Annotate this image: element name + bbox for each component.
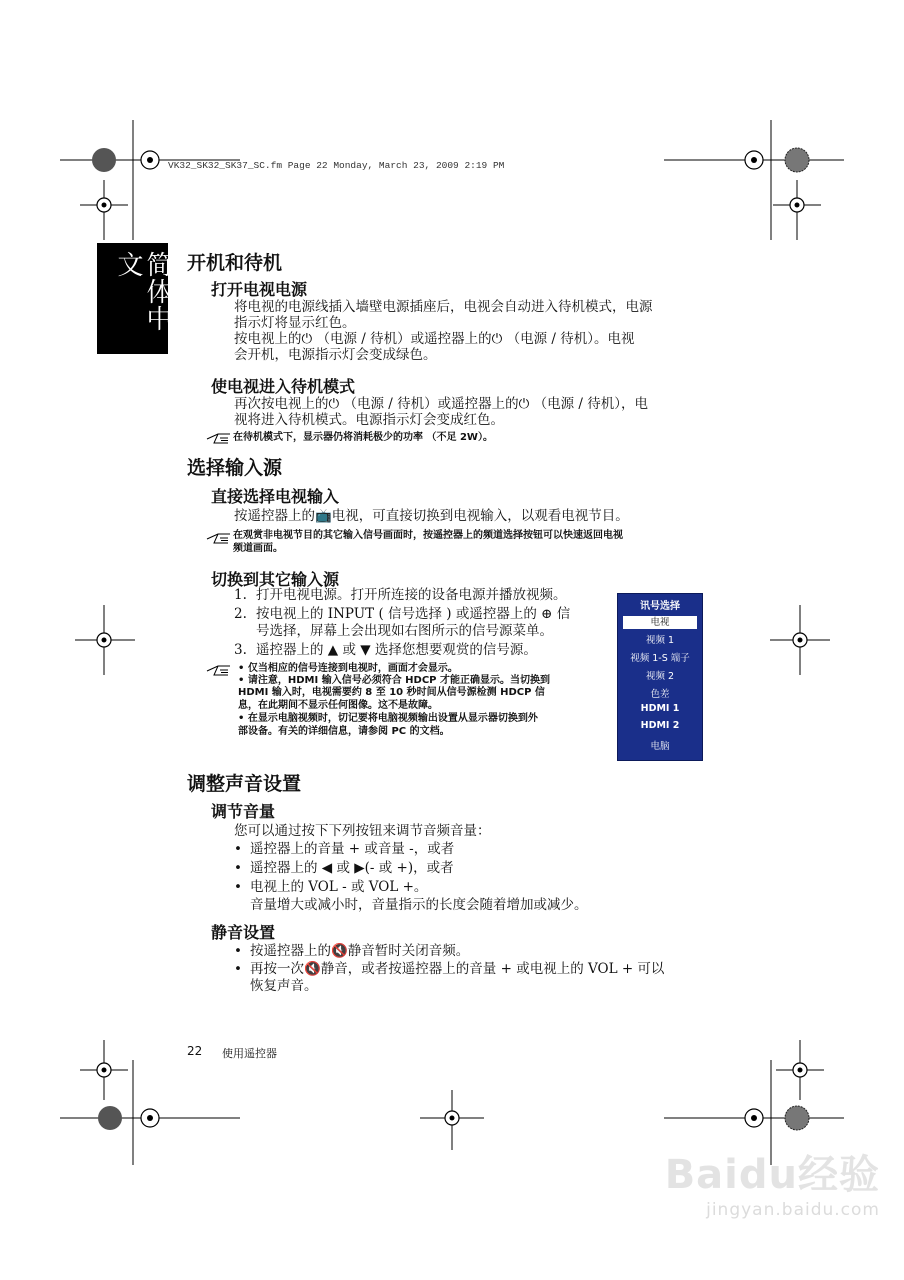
paragraph-line: 音量增大或减小时，音量指示的长度会随着增加或减少。 xyxy=(250,897,588,913)
note-text: • 请注意，HDMI 输入信号必须符合 HDCP 才能正确显示。当切换到 xyxy=(238,675,550,686)
step-text: 遥控器上的 ▲ 或 ▼ 选择您想要观赏的信号源。 xyxy=(256,642,537,658)
watermark xyxy=(665,1143,880,1220)
step-text: 号选择，屏幕上会出现如右图所示的信号源菜单。 xyxy=(256,623,553,639)
file-header: VK32_SK32_SK37_SC.fm Page 22 Monday, March 23, 2009 2:19 PM xyxy=(168,160,505,171)
section-title-input: 选择输入源 xyxy=(187,457,283,479)
bullet-text: 再按一次🔇静音，或者按遥控器上的音量 + 或电视上的 VOL + 可以 xyxy=(250,961,665,977)
bullet-dot: • xyxy=(234,961,242,977)
bullet-dot: • xyxy=(234,879,242,895)
paragraph-line: 按遥控器上的📺电视，可直接切换到电视输入，以观看电视节目。 xyxy=(234,508,629,524)
subtitle-standby: 使电视进入待机模式 xyxy=(211,377,356,396)
subtitle-volume: 调节音量 xyxy=(211,802,276,821)
menu-item[interactable]: 视频 1 xyxy=(645,635,675,646)
bullet-text: 遥控器上的 ◀ 或 ▶(- 或 +)，或者 xyxy=(250,860,454,876)
subtitle-other-input: 切换到其它输入源 xyxy=(211,570,340,589)
note-text: 在观赏非电视节目的其它输入信号画面时，按遥控器上的频道选择按钮可以快速返回电视 xyxy=(233,530,623,541)
menu-item-selected[interactable]: 电视 xyxy=(623,616,697,629)
menu-item[interactable]: HDMI 1 xyxy=(640,703,680,714)
bullet-dot: • xyxy=(234,841,242,857)
page-number: 22 xyxy=(187,1044,203,1058)
note-text: 部设备。有关的详细信息，请参阅 PC 的文档。 xyxy=(238,726,450,737)
bullet-dot: • xyxy=(234,860,242,876)
note-text: • 在显示电脑视频时，切记要将电脑视频输出设置从显示器切换到外 xyxy=(238,713,538,724)
menu-title: 讯号选择 xyxy=(640,601,680,612)
language-tab xyxy=(97,243,172,354)
watermark-logo: Baidu经验 xyxy=(664,1152,880,1198)
step-number: 1. xyxy=(234,587,247,603)
note-text: 频道画面。 xyxy=(233,543,283,554)
note-hand-icon xyxy=(206,663,232,677)
note-text: HDMI 输入时，电视需要约 8 至 10 秒时间从信号源检测 HDCP 信 xyxy=(238,687,545,698)
bullet-text: 按遥控器上的🔇静音暂时关闭音频。 xyxy=(250,943,470,959)
step-text: 按电视上的 INPUT ( 信号选择 ) 或遥控器上的 ⊕ 信 xyxy=(256,606,571,622)
note-hand-icon xyxy=(206,431,232,445)
menu-item[interactable]: 电脑 xyxy=(650,741,670,752)
paragraph-line: 再次按电视上的⏻ （电源 / 待机）或遥控器上的⏻ （电源 / 待机），电 xyxy=(234,396,648,412)
step-text: 打开电视电源。打开所连接的设备电源并播放视频。 xyxy=(256,587,567,603)
bullet-text: 遥控器上的音量 + 或音量 -，或者 xyxy=(250,841,455,857)
watermark-url: jingyan.baidu.com xyxy=(706,1200,880,1220)
note-hand-icon xyxy=(206,531,232,545)
menu-item[interactable]: 视频 2 xyxy=(645,671,675,682)
footer-section: 使用遥控器 xyxy=(222,1047,277,1060)
note-text: 息，在此期间不显示任何图像。这不是故障。 xyxy=(238,700,438,711)
step-number: 3. xyxy=(234,642,247,658)
bullet-dot: • xyxy=(234,943,242,959)
paragraph-line: 指示灯将显示红色。 xyxy=(234,315,356,331)
note-text: • 仅当相应的信号连接到电视时，画面才会显示。 xyxy=(238,663,458,674)
menu-item[interactable]: 色差 xyxy=(650,689,670,700)
subtitle-mute: 静音设置 xyxy=(211,923,276,942)
bullet-text: 电视上的 VOL - 或 VOL +。 xyxy=(250,879,428,895)
note-text: 在待机模式下，显示器仍将消耗极少的功率 （不足 2W）。 xyxy=(233,432,493,443)
step-number: 2. xyxy=(234,606,247,622)
bullet-text: 恢复声音。 xyxy=(250,978,318,994)
paragraph-line: 视将进入待机模式。电源指示灯会变成红色。 xyxy=(234,412,504,428)
subtitle-direct-tv: 直接选择电视输入 xyxy=(211,487,340,506)
subtitle-power-on: 打开电视电源 xyxy=(211,280,308,299)
signal-source-menu xyxy=(617,593,703,761)
paragraph-line: 将电视的电源线插入墙壁电源插座后，电视会自动进入待机模式，电源 xyxy=(234,299,653,315)
paragraph-line: 按电视上的⏻ （电源 / 待机）或遥控器上的⏻ （电源 / 待机）。电视 xyxy=(234,331,635,347)
menu-item[interactable]: HDMI 2 xyxy=(640,720,680,731)
section-title-power: 开机和待机 xyxy=(187,252,283,274)
paragraph-line: 会开机，电源指示灯会变成绿色。 xyxy=(234,347,437,363)
menu-item[interactable]: 视频 1-S 端子 xyxy=(630,653,690,664)
section-title-sound: 调整声音设置 xyxy=(187,773,302,795)
language-tab-label: 简体中文 xyxy=(113,251,172,332)
paragraph-line: 您可以通过按下下列按钮来调节音频音量： xyxy=(234,823,491,839)
